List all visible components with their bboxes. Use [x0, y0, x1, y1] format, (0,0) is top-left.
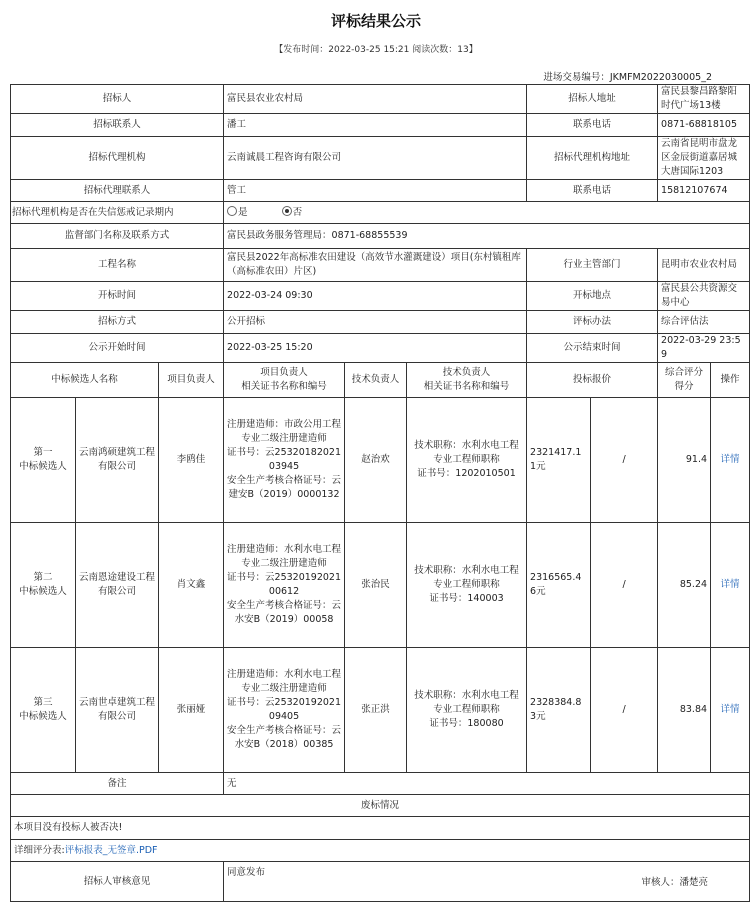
candidate-bid: 2328384.83元	[527, 648, 591, 773]
candidate-tech: 赵治欢	[345, 398, 407, 523]
invalid-text: 本项目没有投标人被否决!	[11, 817, 750, 840]
tenderer-label: 招标人	[11, 85, 224, 114]
pub-end-label: 公示结束时间	[527, 334, 658, 363]
row-invalid-text	[11, 817, 750, 840]
page-title: 评标结果公示	[330, 12, 421, 30]
method-value: 公开招标	[224, 311, 527, 334]
col-head-tech-cert: 技术负责人 相关证书名称和编号	[407, 363, 527, 398]
detail-link[interactable]: 详情	[711, 648, 750, 773]
row-agency-contact	[11, 180, 750, 202]
tenderer-value: 富民县农业农村局	[224, 85, 527, 114]
radio-no[interactable]	[282, 206, 292, 216]
supervisor-label: 监督部门名称及联系方式	[11, 224, 224, 249]
candidate-score: 91.4	[658, 398, 711, 523]
opinion-label: 招标人审核意见	[11, 862, 224, 902]
project-label: 工程名称	[11, 249, 224, 282]
result-table	[10, 84, 750, 902]
row-method	[11, 311, 750, 334]
candidate-header-row	[11, 363, 750, 398]
detail-link[interactable]: 详情	[711, 398, 750, 523]
candidate-pm-cert: 注册建造师：水利水电工程专业二级注册建造师 证书号：云2532019202100612 安全生产考核合格证号：云水安B（2019）00058	[224, 523, 345, 648]
pub-end-value: 2022-03-29 23:59	[658, 334, 750, 363]
agency-contact-label: 招标代理联系人	[11, 180, 224, 202]
open-place-value: 富民县公共资源交易中心	[658, 282, 750, 311]
opinion-cell	[224, 862, 750, 902]
tenderer-addr-value: 富民县黎昌路黎阳时代广场13楼	[658, 85, 750, 114]
candidate-tech-cert: 技术职称：水利水电工程专业工程师职称 证书号：1202010501	[407, 398, 527, 523]
candidate-pm: 李鸥佳	[159, 398, 224, 523]
candidate-tech-cert: 技术职称：水利水电工程专业工程师职称 证书号：180080	[407, 648, 527, 773]
candidate-tech: 张正洪	[345, 648, 407, 773]
method-label: 招标方式	[11, 311, 224, 334]
row-supervisor	[11, 224, 750, 249]
radio-yes-label: 是	[238, 206, 248, 218]
row-tenderer	[11, 85, 750, 114]
reviewer: 审核人：潘楚亮	[641, 877, 709, 888]
col-head-pm-cert: 项目负责人 相关证书名称和编号	[224, 363, 345, 398]
row-contact	[11, 114, 750, 137]
candidate-company: 云南恩途建设工程有限公司	[76, 523, 159, 648]
detail-file-cell	[11, 840, 750, 862]
pub-start-label: 公示开始时间	[11, 334, 224, 363]
dishonest-label: 招标代理机构是否在失信惩戒记录期内	[11, 202, 224, 224]
row-publicity	[11, 334, 750, 363]
agency-value: 云南诚晨工程咨询有限公司	[224, 137, 527, 180]
candidate-row	[11, 648, 750, 773]
remark-label: 备注	[11, 773, 224, 795]
eval-label: 评标办法	[527, 311, 658, 334]
eval-value: 综合评估法	[658, 311, 750, 334]
trade-number: 进场交易编号：JKMFM2022030005_2	[543, 72, 712, 83]
detail-file-link[interactable]: 评标报表_无签章.PDF	[64, 844, 158, 856]
phone-value-2: 15812107674	[658, 180, 750, 202]
col-head-pm: 项目负责人	[159, 363, 224, 398]
publish-meta: 【发布时间：2022-03-25 15:21 阅读次数：13】	[274, 45, 478, 55]
candidate-bid-alt: /	[591, 648, 658, 773]
remark-value: 无	[224, 773, 750, 795]
row-dishonest	[11, 202, 750, 224]
candidate-company: 云南鸿硕建筑工程有限公司	[76, 398, 159, 523]
agency-label: 招标代理机构	[11, 137, 224, 180]
open-time-label: 开标时间	[11, 282, 224, 311]
col-head-score: 综合评分 得分	[658, 363, 711, 398]
dept-value: 昆明市农业农村局	[658, 249, 750, 282]
dept-label: 行业主管部门	[527, 249, 658, 282]
row-invalid-head	[11, 795, 750, 817]
radio-yes[interactable]	[227, 206, 237, 216]
candidate-tech-cert: 技术职称：水利水电工程专业工程师职称 证书号：140003	[407, 523, 527, 648]
radio-no-label: 否	[292, 206, 303, 218]
candidate-score: 85.24	[658, 523, 711, 648]
candidate-score: 83.84	[658, 648, 711, 773]
dishonest-options	[224, 202, 750, 224]
pub-start-value: 2022-03-25 15:20	[224, 334, 527, 363]
agency-contact-value: 管工	[224, 180, 527, 202]
candidate-pm-cert: 注册建造师：水利水电工程专业二级注册建造师 证书号：云2532019202109405 安全生产考核合格证号：云水安B（2018）00385	[224, 648, 345, 773]
row-project	[11, 249, 750, 282]
candidate-rank: 第三 中标候选人	[11, 648, 76, 773]
detail-link[interactable]: 详情	[711, 523, 750, 648]
candidate-bid-alt: /	[591, 523, 658, 648]
candidate-row	[11, 398, 750, 523]
agency-addr-value: 云南省昆明市盘龙区金辰街道嘉居城大唐国际1203	[658, 137, 750, 180]
tenderer-contact-label: 招标联系人	[11, 114, 224, 137]
phone-label-2: 联系电话	[527, 180, 658, 202]
opinion-value: 同意发布	[227, 867, 266, 878]
candidate-bid: 2321417.11元	[527, 398, 591, 523]
row-opinion	[11, 862, 750, 902]
col-head-op: 操作	[711, 363, 750, 398]
col-head-tech: 技术负责人	[345, 363, 407, 398]
candidate-row	[11, 523, 750, 648]
row-detail-file	[11, 840, 750, 862]
col-head-name: 中标候选人名称	[11, 363, 159, 398]
open-place-label: 开标地点	[527, 282, 658, 311]
candidate-bid: 2316565.46元	[527, 523, 591, 648]
col-head-bid: 投标报价	[527, 363, 658, 398]
row-agency	[11, 137, 750, 180]
tenderer-contact-value: 潘工	[224, 114, 527, 137]
row-open	[11, 282, 750, 311]
project-value: 富民县2022年高标准农田建设（高效节水灌溉建设）项目(东村镇租库（高标准农田）片区)	[224, 249, 527, 282]
candidate-rank: 第二 中标候选人	[11, 523, 76, 648]
invalid-label: 废标情况	[11, 795, 750, 817]
candidate-bid-alt: /	[591, 398, 658, 523]
open-time-value: 2022-03-24 09:30	[224, 282, 527, 311]
tenderer-addr-label: 招标人地址	[527, 85, 658, 114]
detail-prefix: 详细评分表:	[14, 844, 65, 856]
supervisor-value: 富民县政务服务管理局：0871-68855539	[224, 224, 750, 249]
candidate-pm: 肖文鑫	[159, 523, 224, 648]
phone-value-1: 0871-68818105	[658, 114, 750, 137]
candidate-pm: 张丽娅	[159, 648, 224, 773]
candidate-pm-cert: 注册建造师：市政公用工程专业二级注册建造师 证书号：云2532018202103945 安全生产考核合格证号：云建安B（2019）0000132	[224, 398, 345, 523]
candidate-company: 云南世卓建筑工程有限公司	[76, 648, 159, 773]
row-remark	[11, 773, 750, 795]
agency-addr-label: 招标代理机构地址	[527, 137, 658, 180]
candidate-tech: 张治民	[345, 523, 407, 648]
phone-label-1: 联系电话	[527, 114, 658, 137]
candidate-rank: 第一 中标候选人	[11, 398, 76, 523]
